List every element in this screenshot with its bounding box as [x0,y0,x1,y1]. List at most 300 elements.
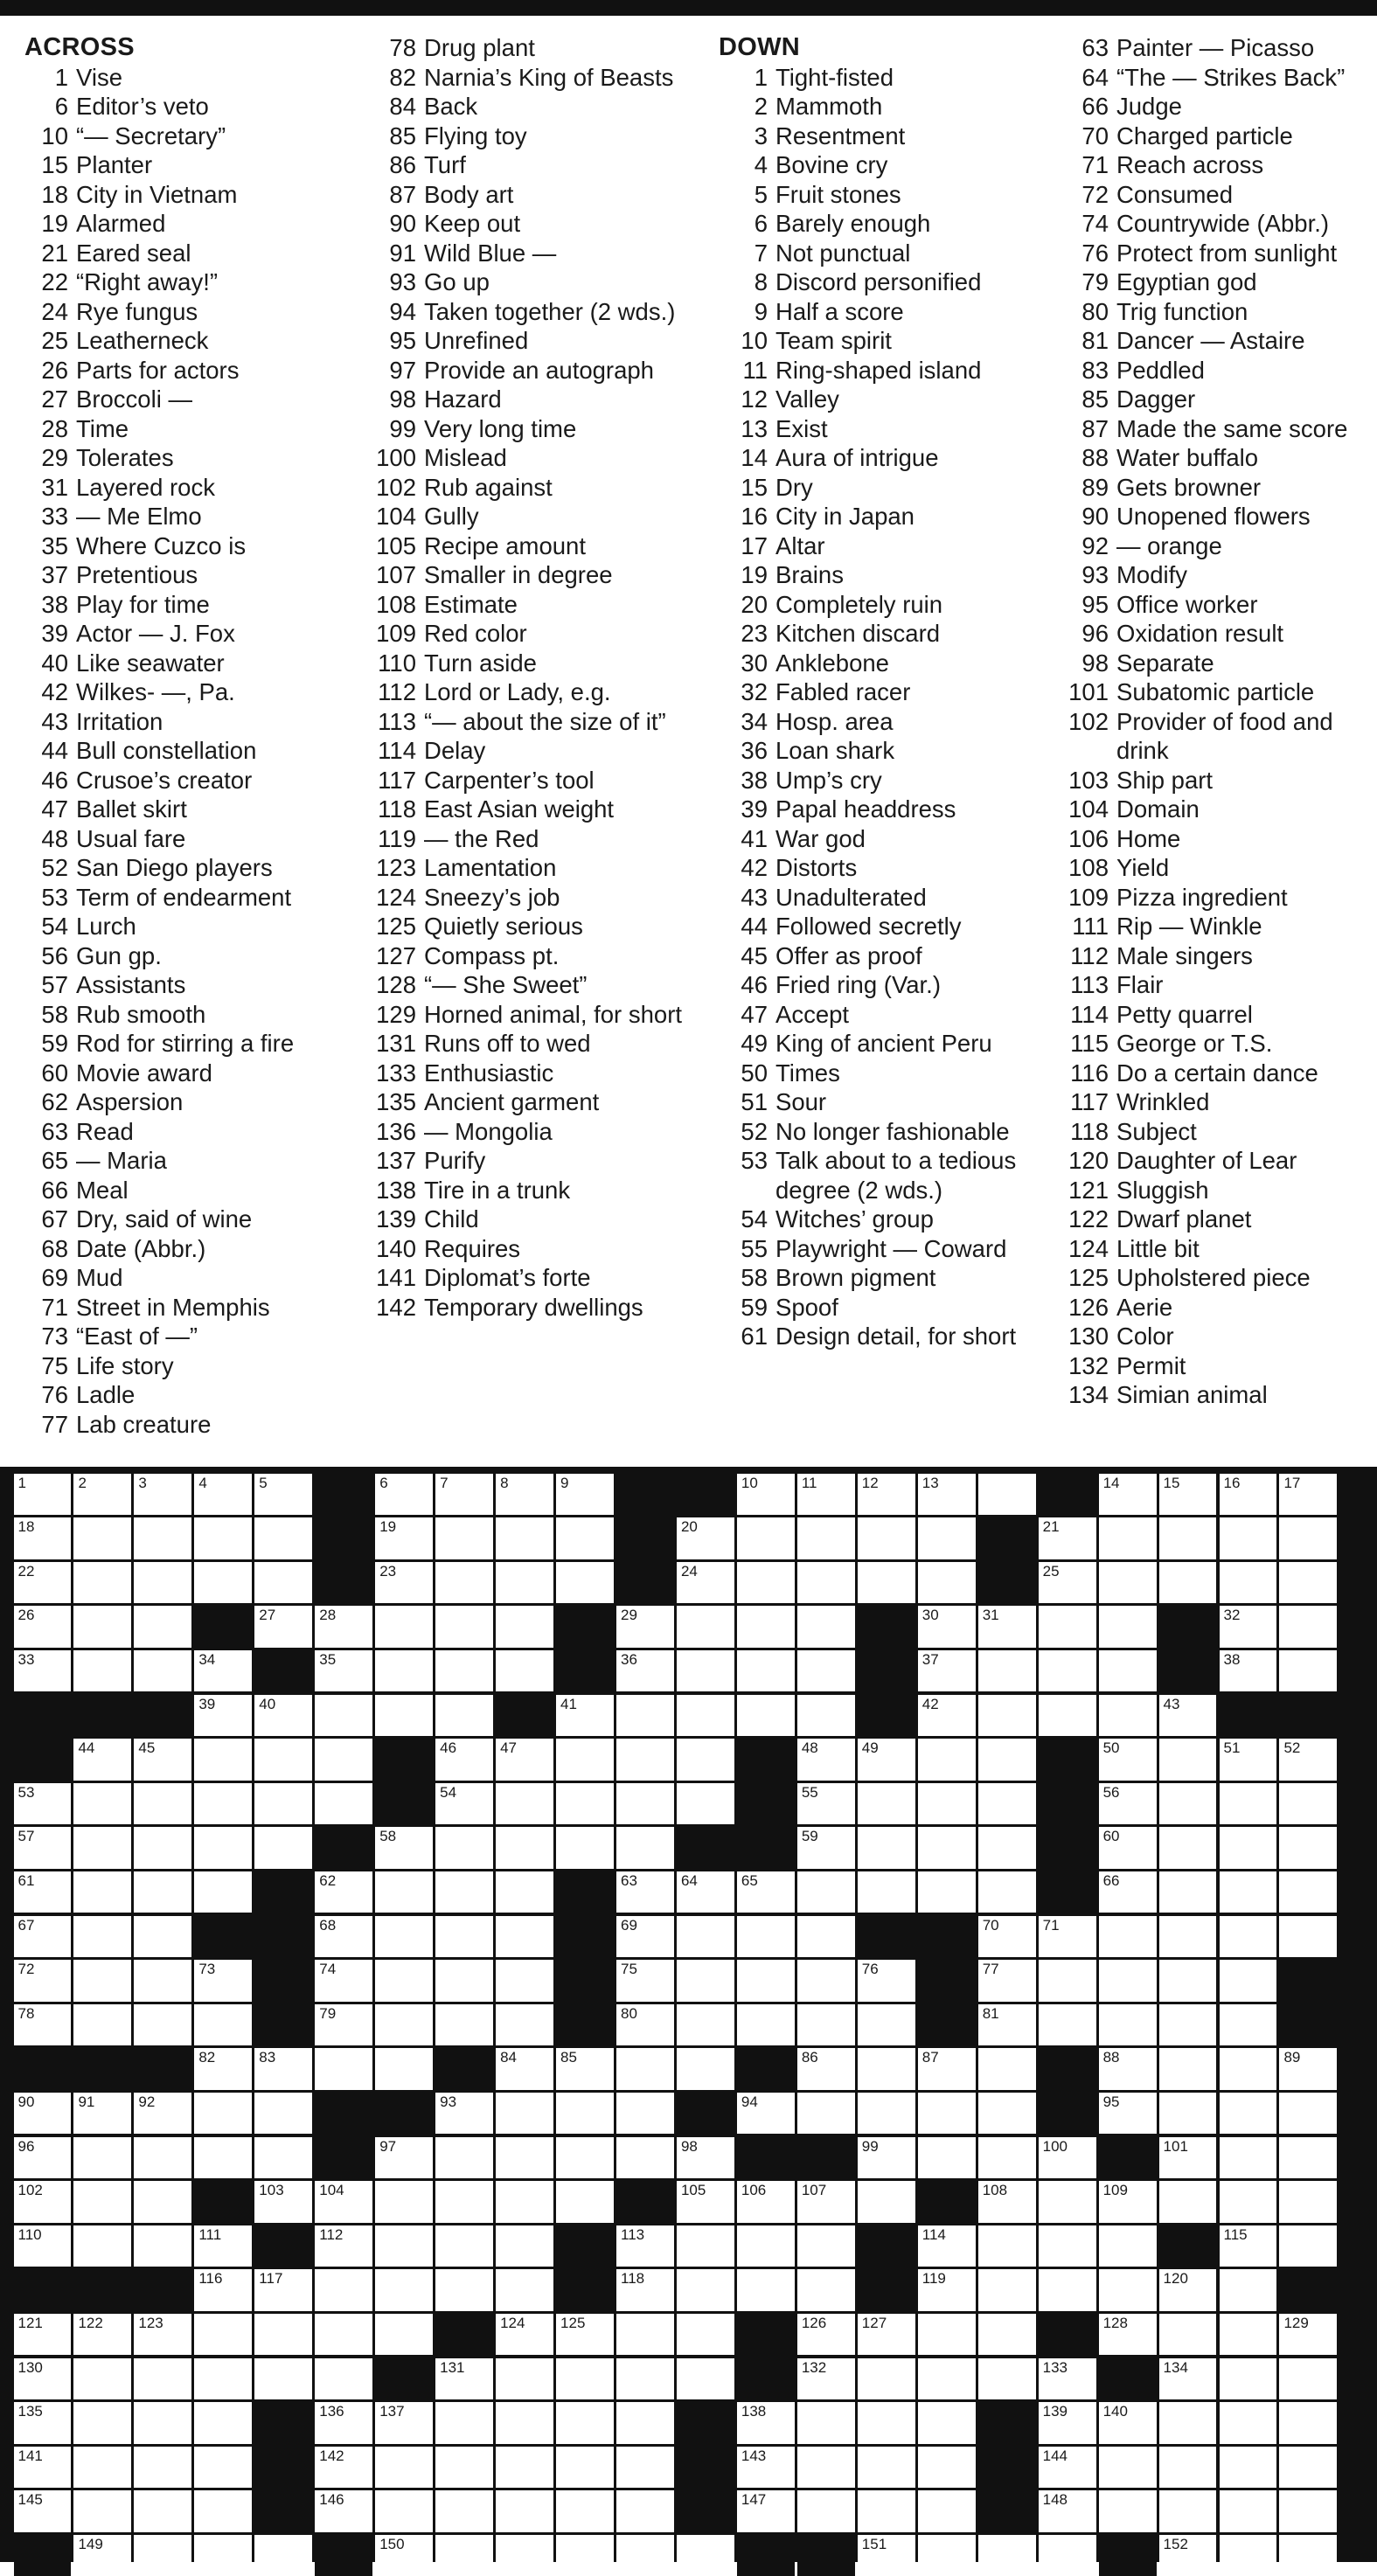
grid-cell[interactable] [737,1517,795,1559]
grid-cell[interactable] [134,1474,191,1516]
grid-cell[interactable] [194,2225,252,2267]
grid-cell[interactable] [978,1960,1036,2002]
grid-cell[interactable] [1220,2490,1277,2532]
grid-cell[interactable] [1039,2225,1096,2267]
grid-cell[interactable] [375,2447,433,2489]
grid-cell[interactable] [315,2447,372,2489]
grid-cell[interactable] [134,1606,191,1648]
grid-cell[interactable] [616,2225,674,2267]
grid-cell[interactable] [797,1739,855,1781]
grid-cell[interactable] [194,2137,252,2179]
grid-cell[interactable] [435,1606,493,1648]
grid-cell[interactable] [978,2535,1036,2576]
grid-cell[interactable] [677,2314,734,2356]
grid-cell[interactable] [435,1871,493,1913]
grid-cell[interactable] [1099,2093,1157,2135]
grid-cell[interactable] [1159,2093,1217,2135]
grid-cell[interactable] [194,2358,252,2400]
grid-cell[interactable] [73,1474,131,1516]
grid-cell[interactable] [375,1827,433,1869]
grid-cell[interactable] [677,2269,734,2311]
grid-cell[interactable] [1039,1606,1096,1648]
grid-cell[interactable] [73,1517,131,1559]
grid-cell[interactable] [797,2447,855,2489]
grid-cell[interactable] [1279,2225,1337,2267]
grid-cell[interactable] [435,1695,493,1737]
grid-cell[interactable] [1279,1827,1337,1869]
grid-cell[interactable] [1099,1827,1157,1869]
grid-cell[interactable] [375,2535,433,2576]
grid-cell[interactable] [1159,1474,1217,1516]
grid-cell[interactable] [134,2137,191,2179]
grid-cell[interactable] [375,2490,433,2532]
grid-cell[interactable] [375,2181,433,2223]
grid-cell[interactable] [858,2535,915,2576]
grid-cell[interactable] [556,2137,614,2179]
grid-cell[interactable] [1099,1916,1157,1958]
grid-cell[interactable] [435,2093,493,2135]
grid-cell[interactable] [797,1827,855,1869]
grid-cell[interactable] [858,1474,915,1516]
grid-cell[interactable] [1039,2447,1096,2489]
grid-cell[interactable] [194,1517,252,1559]
grid-cell[interactable] [918,1606,976,1648]
grid-cell[interactable] [978,1695,1036,1737]
grid-cell[interactable] [1279,2535,1337,2576]
grid-cell[interactable] [435,2137,493,2179]
grid-cell[interactable] [73,1960,131,2002]
grid-cell[interactable] [1220,1916,1277,1958]
grid-cell[interactable] [1279,1650,1337,1692]
grid-cell[interactable] [978,2004,1036,2046]
grid-cell[interactable] [496,2181,553,2223]
grid-cell[interactable] [1220,2137,1277,2179]
grid-cell[interactable] [1220,2447,1277,2489]
grid-cell[interactable] [1279,1916,1337,1958]
grid-cell[interactable] [254,1739,312,1781]
grid-cell[interactable] [315,2314,372,2356]
grid-cell[interactable] [194,2314,252,2356]
grid-cell[interactable] [1220,1562,1277,1604]
grid-cell[interactable] [254,2314,312,2356]
grid-cell[interactable] [918,1695,976,1737]
grid-cell[interactable] [797,1871,855,1913]
grid-cell[interactable] [978,1916,1036,1958]
grid-cell[interactable] [1099,1783,1157,1825]
grid-cell[interactable] [1279,1739,1337,1781]
grid-cell[interactable] [858,2137,915,2179]
grid-cell[interactable] [858,1783,915,1825]
grid-cell[interactable] [194,1650,252,1692]
grid-cell[interactable] [978,2093,1036,2135]
grid-cell[interactable] [496,2314,553,2356]
grid-cell[interactable] [918,2490,976,2532]
grid-cell[interactable] [978,1827,1036,1869]
grid-cell[interactable] [1099,1650,1157,1692]
grid-cell[interactable] [918,1871,976,1913]
grid-cell[interactable] [978,2181,1036,2223]
grid-cell[interactable] [496,2269,553,2311]
grid-cell[interactable] [1099,1562,1157,1604]
grid-cell[interactable] [315,2402,372,2444]
grid-cell[interactable] [797,2402,855,2444]
grid-cell[interactable] [134,1871,191,1913]
grid-cell[interactable] [14,1916,72,1958]
grid-cell[interactable] [14,2004,72,2046]
grid-cell[interactable] [315,2490,372,2532]
grid-cell[interactable] [737,1562,795,1604]
grid-cell[interactable] [677,1783,734,1825]
grid-cell[interactable] [616,2402,674,2444]
grid-cell[interactable] [1039,2402,1096,2444]
grid-cell[interactable] [797,2490,855,2532]
grid-cell[interactable] [978,1650,1036,1692]
grid-cell[interactable] [677,1916,734,1958]
grid-cell[interactable] [435,1783,493,1825]
grid-cell[interactable] [616,1916,674,1958]
grid-cell[interactable] [1279,2137,1337,2179]
grid-cell[interactable] [14,1474,72,1516]
grid-cell[interactable] [1099,1474,1157,1516]
grid-cell[interactable] [315,2004,372,2046]
grid-cell[interactable] [194,2093,252,2135]
grid-cell[interactable] [1159,2535,1217,2576]
grid-cell[interactable] [496,2004,553,2046]
grid-cell[interactable] [737,1650,795,1692]
grid-cell[interactable] [737,2269,795,2311]
grid-cell[interactable] [556,2535,614,2576]
grid-cell[interactable] [556,1827,614,1869]
grid-cell[interactable] [858,1562,915,1604]
grid-cell[interactable] [677,2535,734,2576]
grid-cell[interactable] [1099,1871,1157,1913]
grid-cell[interactable] [556,2093,614,2135]
grid-cell[interactable] [375,1960,433,2002]
grid-cell[interactable] [858,1960,915,2002]
grid-cell[interactable] [677,1562,734,1604]
grid-cell[interactable] [616,2314,674,2356]
grid-cell[interactable] [496,1562,553,1604]
grid-cell[interactable] [194,1960,252,2002]
grid-cell[interactable] [616,1871,674,1913]
grid-cell[interactable] [918,2048,976,2090]
grid-cell[interactable] [496,1606,553,1648]
grid-cell[interactable] [435,2225,493,2267]
grid-cell[interactable] [677,2225,734,2267]
grid-cell[interactable] [496,1517,553,1559]
grid-cell[interactable] [677,1650,734,1692]
grid-cell[interactable] [194,2447,252,2489]
grid-cell[interactable] [797,1695,855,1737]
grid-cell[interactable] [14,1517,72,1559]
grid-cell[interactable] [435,1739,493,1781]
grid-cell[interactable] [677,1871,734,1913]
grid-cell[interactable] [14,1650,72,1692]
grid-cell[interactable] [496,1827,553,1869]
grid-cell[interactable] [918,2225,976,2267]
grid-cell[interactable] [797,2314,855,2356]
grid-cell[interactable] [496,1739,553,1781]
grid-cell[interactable] [858,2181,915,2223]
grid-cell[interactable] [1159,2314,1217,2356]
grid-cell[interactable] [1159,2137,1217,2179]
grid-cell[interactable] [737,2402,795,2444]
grid-cell[interactable] [556,2048,614,2090]
grid-cell[interactable] [797,2358,855,2400]
grid-cell[interactable] [435,1916,493,1958]
grid-cell[interactable] [556,2490,614,2532]
grid-cell[interactable] [858,1871,915,1913]
grid-cell[interactable] [134,2447,191,2489]
grid-cell[interactable] [73,2093,131,2135]
grid-cell[interactable] [194,2535,252,2576]
grid-cell[interactable] [616,2269,674,2311]
grid-cell[interactable] [134,2314,191,2356]
grid-cell[interactable] [1039,1650,1096,1692]
grid-cell[interactable] [375,2048,433,2090]
grid-cell[interactable] [797,1783,855,1825]
grid-cell[interactable] [1220,2181,1277,2223]
grid-cell[interactable] [435,2535,493,2576]
grid-cell[interactable] [616,1827,674,1869]
grid-cell[interactable] [1279,2447,1337,2489]
grid-cell[interactable] [858,1739,915,1781]
grid-cell[interactable] [918,1650,976,1692]
grid-cell[interactable] [1220,2269,1277,2311]
grid-cell[interactable] [1099,1606,1157,1648]
grid-cell[interactable] [194,2490,252,2532]
grid-cell[interactable] [978,2358,1036,2400]
grid-cell[interactable] [616,2358,674,2400]
grid-cell[interactable] [496,1474,553,1516]
grid-cell[interactable] [1279,2490,1337,2532]
grid-cell[interactable] [1099,2490,1157,2532]
grid-cell[interactable] [1039,2004,1096,2046]
grid-cell[interactable] [737,2093,795,2135]
grid-cell[interactable] [1099,2447,1157,2489]
grid-cell[interactable] [73,2314,131,2356]
grid-cell[interactable] [1099,2402,1157,2444]
grid-cell[interactable] [435,1960,493,2002]
grid-cell[interactable] [254,2358,312,2400]
grid-cell[interactable] [73,2447,131,2489]
grid-cell[interactable] [375,2402,433,2444]
grid-cell[interactable] [375,2225,433,2267]
grid-cell[interactable] [496,1783,553,1825]
grid-cell[interactable] [616,2535,674,2576]
grid-cell[interactable] [978,1871,1036,1913]
grid-cell[interactable] [1159,2181,1217,2223]
grid-cell[interactable] [616,1783,674,1825]
grid-cell[interactable] [73,2535,131,2576]
grid-cell[interactable] [616,1739,674,1781]
grid-cell[interactable] [1279,2048,1337,2090]
grid-cell[interactable] [918,2535,976,2576]
grid-cell[interactable] [315,1650,372,1692]
grid-cell[interactable] [496,2225,553,2267]
grid-cell[interactable] [1099,2225,1157,2267]
grid-cell[interactable] [254,1562,312,1604]
grid-cell[interactable] [315,1606,372,1648]
grid-cell[interactable] [918,1783,976,1825]
grid-cell[interactable] [1039,1960,1096,2002]
grid-cell[interactable] [73,1739,131,1781]
grid-cell[interactable] [1279,2402,1337,2444]
grid-cell[interactable] [134,2402,191,2444]
grid-cell[interactable] [858,2093,915,2135]
grid-cell[interactable] [797,1517,855,1559]
grid-cell[interactable] [556,1783,614,1825]
grid-cell[interactable] [737,2490,795,2532]
grid-cell[interactable] [315,1695,372,1737]
grid-cell[interactable] [134,1739,191,1781]
grid-cell[interactable] [1039,2181,1096,2223]
grid-cell[interactable] [978,2137,1036,2179]
grid-cell[interactable] [556,2181,614,2223]
grid-cell[interactable] [496,2490,553,2532]
grid-cell[interactable] [1220,1606,1277,1648]
grid-cell[interactable] [978,1474,1036,1516]
grid-cell[interactable] [254,1474,312,1516]
grid-cell[interactable] [1099,1739,1157,1781]
grid-cell[interactable] [435,2358,493,2400]
grid-cell[interactable] [1039,1562,1096,1604]
grid-cell[interactable] [254,1783,312,1825]
grid-cell[interactable] [1279,1783,1337,1825]
grid-cell[interactable] [254,2137,312,2179]
grid-cell[interactable] [737,1916,795,1958]
grid-cell[interactable] [858,2358,915,2400]
grid-cell[interactable] [556,2358,614,2400]
grid-cell[interactable] [1279,2358,1337,2400]
grid-cell[interactable] [616,1650,674,1692]
grid-cell[interactable] [14,1871,72,1913]
grid-cell[interactable] [1220,1827,1277,1869]
grid-cell[interactable] [616,1606,674,1648]
grid-cell[interactable] [978,1739,1036,1781]
grid-cell[interactable] [918,2093,976,2135]
grid-cell[interactable] [254,1517,312,1559]
grid-cell[interactable] [254,2093,312,2135]
grid-cell[interactable] [315,2181,372,2223]
grid-cell[interactable] [918,2314,976,2356]
grid-cell[interactable] [556,1739,614,1781]
grid-cell[interactable] [918,2137,976,2179]
grid-cell[interactable] [1039,2535,1096,2576]
grid-cell[interactable] [858,2004,915,2046]
grid-cell[interactable] [435,1827,493,1869]
grid-cell[interactable] [616,2004,674,2046]
grid-cell[interactable] [858,2314,915,2356]
grid-cell[interactable] [254,1695,312,1737]
grid-cell[interactable] [1099,1695,1157,1737]
grid-cell[interactable] [677,1960,734,2002]
grid-cell[interactable] [14,1960,72,2002]
grid-cell[interactable] [737,2447,795,2489]
grid-cell[interactable] [918,2402,976,2444]
grid-cell[interactable] [73,1650,131,1692]
grid-cell[interactable] [1159,1695,1217,1737]
grid-cell[interactable] [73,1606,131,1648]
grid-cell[interactable] [14,2314,72,2356]
grid-cell[interactable] [616,2137,674,2179]
grid-cell[interactable] [134,1517,191,1559]
grid-cell[interactable] [556,1562,614,1604]
grid-cell[interactable] [677,2048,734,2090]
grid-cell[interactable] [677,1695,734,1737]
grid-cell[interactable] [858,2402,915,2444]
grid-cell[interactable] [556,1474,614,1516]
grid-cell[interactable] [375,1606,433,1648]
grid-cell[interactable] [73,2004,131,2046]
grid-cell[interactable] [978,2269,1036,2311]
grid-cell[interactable] [1159,1827,1217,1869]
grid-cell[interactable] [1220,1474,1277,1516]
grid-cell[interactable] [315,1783,372,1825]
grid-cell[interactable] [73,2225,131,2267]
grid-cell[interactable] [918,2269,976,2311]
grid-cell[interactable] [978,1783,1036,1825]
grid-cell[interactable] [797,1562,855,1604]
grid-cell[interactable] [435,1562,493,1604]
grid-cell[interactable] [134,1783,191,1825]
grid-cell[interactable] [1279,1871,1337,1913]
grid-cell[interactable] [1279,1517,1337,1559]
grid-cell[interactable] [496,2358,553,2400]
grid-cell[interactable] [978,2048,1036,2090]
grid-cell[interactable] [1220,2093,1277,2135]
grid-cell[interactable] [616,2490,674,2532]
grid-cell[interactable] [14,1562,72,1604]
grid-cell[interactable] [1159,1871,1217,1913]
grid-cell[interactable] [737,2004,795,2046]
grid-cell[interactable] [194,2269,252,2311]
grid-cell[interactable] [134,1650,191,1692]
grid-cell[interactable] [375,1517,433,1559]
grid-cell[interactable] [677,2137,734,2179]
grid-cell[interactable] [737,1474,795,1516]
grid-cell[interactable] [797,1650,855,1692]
grid-cell[interactable] [797,2269,855,2311]
grid-cell[interactable] [1220,2004,1277,2046]
grid-cell[interactable] [1279,2181,1337,2223]
grid-cell[interactable] [14,2181,72,2223]
grid-cell[interactable] [1039,2490,1096,2532]
grid-cell[interactable] [1039,2269,1096,2311]
grid-cell[interactable] [14,1606,72,1648]
grid-cell[interactable] [134,2181,191,2223]
grid-cell[interactable] [496,2137,553,2179]
grid-cell[interactable] [1159,2447,1217,2489]
grid-cell[interactable] [496,1871,553,1913]
grid-cell[interactable] [616,2048,674,2090]
grid-cell[interactable] [737,1695,795,1737]
grid-cell[interactable] [737,1960,795,2002]
grid-cell[interactable] [134,2358,191,2400]
grid-cell[interactable] [14,1783,72,1825]
grid-cell[interactable] [73,2137,131,2179]
grid-cell[interactable] [496,1916,553,1958]
grid-cell[interactable] [797,1960,855,2002]
grid-cell[interactable] [1220,1871,1277,1913]
grid-cell[interactable] [134,1960,191,2002]
grid-cell[interactable] [14,2402,72,2444]
grid-cell[interactable] [1220,1783,1277,1825]
grid-cell[interactable] [616,1695,674,1737]
grid-cell[interactable] [496,2093,553,2135]
grid-cell[interactable] [254,2181,312,2223]
grid-cell[interactable] [797,2004,855,2046]
